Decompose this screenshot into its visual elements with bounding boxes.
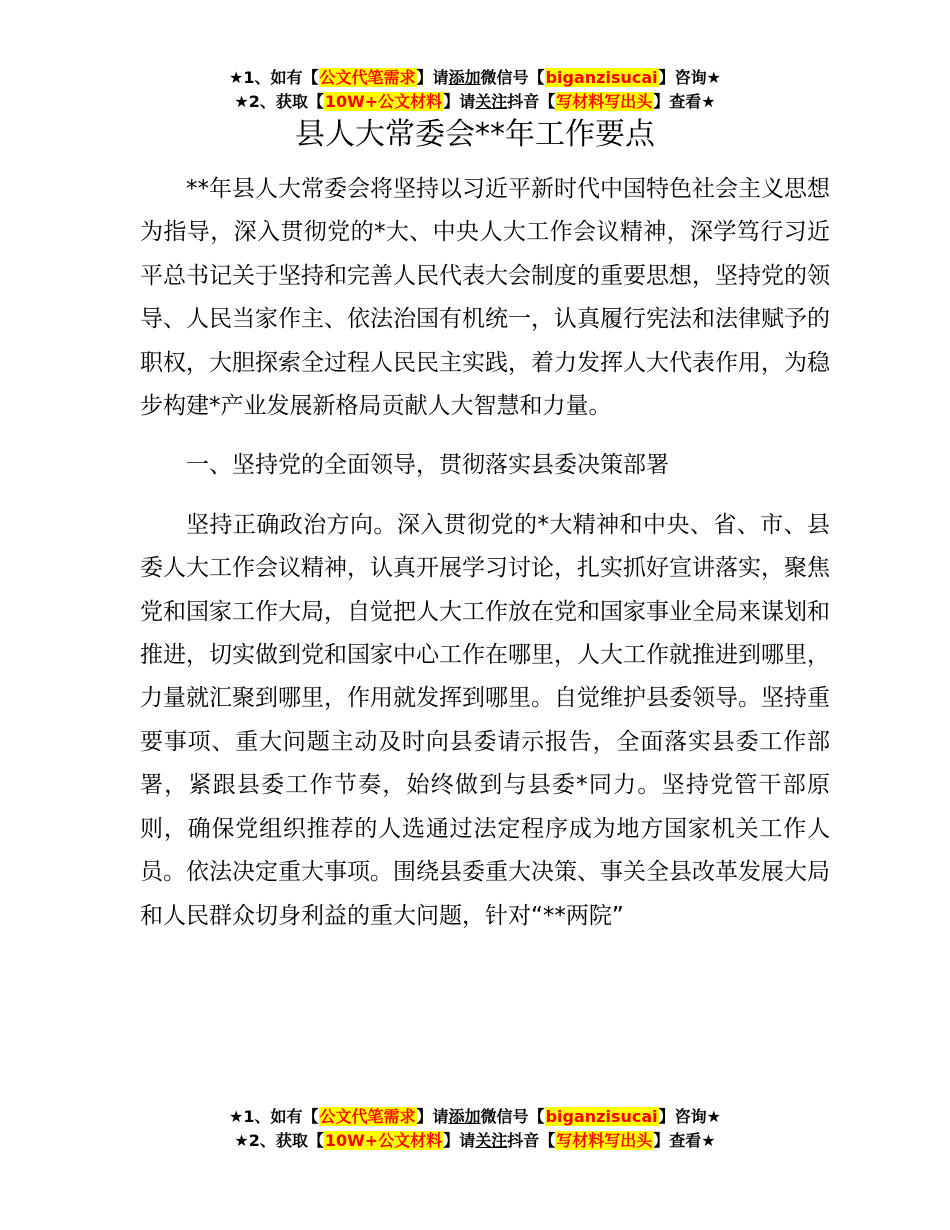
banner-text: ★2、获取【 bbox=[234, 1131, 324, 1150]
banner-text: 】查看★ bbox=[653, 92, 716, 111]
banner-text: 】咨询★ bbox=[658, 68, 721, 87]
footer-banner bbox=[0, 1106, 950, 1154]
highlight-service: 公文代笔需求 bbox=[319, 68, 416, 87]
highlight-douyin-account: 写材料写出头 bbox=[556, 1131, 653, 1150]
banner-text: 】咨询★ bbox=[658, 1107, 721, 1126]
underlined-text: 关注 bbox=[475, 1131, 508, 1150]
banner-text: ★1、如有【 bbox=[229, 1107, 319, 1126]
banner-text: ★2、获取【 bbox=[234, 92, 324, 111]
highlight-wechat-id: biganzisucai bbox=[545, 1107, 658, 1126]
banner-line-2 bbox=[0, 91, 950, 115]
section-heading: 一、坚持党的全面领导，贯彻落实县委决策部署 bbox=[186, 452, 669, 479]
banner-text: 】查看★ bbox=[653, 1131, 716, 1150]
highlight-wechat-id: biganzisucai bbox=[545, 68, 658, 87]
document-body bbox=[140, 168, 830, 938]
banner-text: 微信号【 bbox=[480, 68, 545, 87]
banner-text: ★1、如有【 bbox=[229, 68, 319, 87]
document-title: 县人大常委会**年工作要点 bbox=[295, 117, 655, 152]
banner-text: 抖音【 bbox=[507, 1131, 556, 1150]
banner-text: 】请 bbox=[416, 1107, 449, 1126]
banner-text: 】请 bbox=[416, 68, 449, 87]
highlight-service: 公文代笔需求 bbox=[319, 1107, 416, 1126]
highlight-materials: 10W+公文材料 bbox=[324, 92, 443, 111]
underlined-text: 添加 bbox=[448, 68, 481, 87]
intro-paragraph: **年县人大常委会将坚持以习近平新时代中国特色社会主义思想为指导，深入贯彻党的*大、中央人大工作会议精神，深学笃行习近平总书记关于坚持和完善人民代表大会制度的重要思想，坚持党的领导、人民当家作主、依法治国有机统一，认真履行宪法和法律赋予的职权，大胆探索全过程人民民主实践，着力发挥人大代表作用，为稳步构建*产业发展新格局贡献人大智慧和力量。 bbox=[140, 176, 830, 420]
banner-text: 微信号【 bbox=[480, 1107, 545, 1126]
banner-line-2 bbox=[0, 1130, 950, 1154]
highlight-douyin-account: 写材料写出头 bbox=[556, 92, 653, 111]
banner-text: 】请 bbox=[443, 1131, 476, 1150]
banner-text: 】请 bbox=[443, 92, 476, 111]
header-banner bbox=[0, 67, 950, 115]
banner-text: 抖音【 bbox=[507, 92, 556, 111]
banner-line-1 bbox=[0, 1106, 950, 1130]
body-paragraph: 坚持正确政治方向。深入贯彻党的*大精神和中央、省、市、县委人大工作会议精神，认真开展学习讨论，扎实抓好宣讲落实，聚焦党和国家工作大局，自觉把人大工作放在党和国家事业全局来谋划和推进，切实做到党和国家中心工作在哪里，人大工作就推进到哪里，力量就汇聚到哪里，作用就发挥到哪里。自觉维护县委领导。坚持重要事项、重大问题主动及时向县委请示报告，全面落实县委工作部署，紧跟县委工作节奏，始终做到与县委*同力。坚持党管干部原则，确保党组织推荐的人选通过法定程序成为地方国家机关工作人员。依法决定重大事项。围绕县委重大决策、事关全县改革发展大局和人民群众切身利益的重大问题，针对“**两院” bbox=[140, 511, 830, 929]
highlight-materials: 10W+公文材料 bbox=[324, 1131, 443, 1150]
underlined-text: 添加 bbox=[448, 1107, 481, 1126]
banner-line-1 bbox=[0, 67, 950, 91]
underlined-text: 关注 bbox=[475, 92, 508, 111]
